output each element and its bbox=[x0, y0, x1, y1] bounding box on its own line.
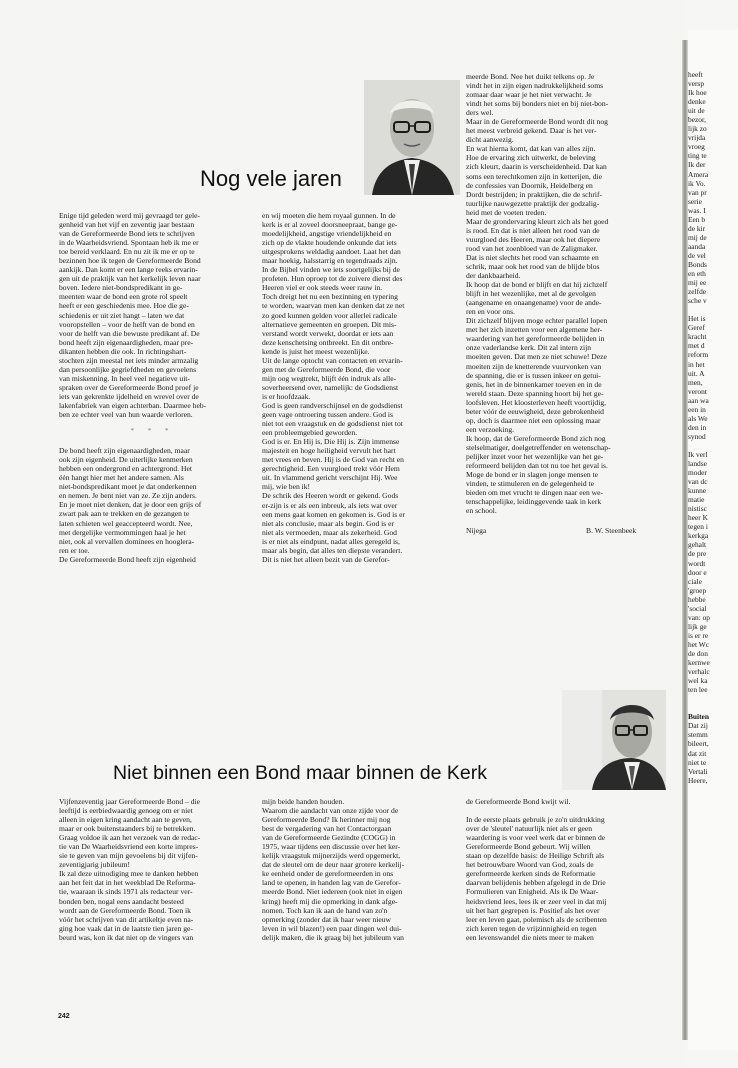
text-line: God is geen randverschijnsel en de godsdienst bbox=[262, 400, 403, 410]
text-line: het Wc bbox=[688, 639, 709, 649]
text-line: blijft in het wezenlijke, met al de gevolgen bbox=[466, 289, 596, 299]
article-title-niet-binnen-een-bond: Niet binnen een Bond maar binnen de Kerk bbox=[113, 762, 488, 784]
text-line: zwart pak aan te trekken en de gezangen te bbox=[59, 509, 190, 519]
text-line: dicht aanwezig. bbox=[466, 135, 514, 145]
text-line: opmerking (zonder dat ik haar weer nieuw bbox=[262, 914, 392, 924]
text-line: 'groep bbox=[688, 585, 707, 595]
text-line: vrijda bbox=[688, 133, 706, 143]
text-line: Een b bbox=[688, 214, 706, 224]
author-photo-article2 bbox=[562, 690, 666, 790]
text-line: met vrees en beven. Hij is de God van recht en bbox=[262, 455, 404, 465]
text-line: ik Vo. bbox=[688, 178, 706, 188]
text-line: lijk zo bbox=[688, 124, 707, 134]
text-line: 1975, waar tijdens een discussie over het ker- bbox=[262, 842, 401, 852]
text-line: Buiten bbox=[688, 712, 709, 722]
text-line: is er hoofdzaak. bbox=[262, 391, 311, 401]
text-line: toe bereid verklaard. En nu zit ik me er op te bbox=[59, 247, 195, 257]
text-line: bezinnen hoe ik tegen de Gereformeerde Bond bbox=[59, 256, 201, 266]
text-line: genheid van het vijf en zeventig jaar bestaan bbox=[59, 220, 195, 230]
text-line: Dordt bestrijden; in praktijken, die de schrif- bbox=[466, 189, 603, 199]
text-line: Heere, bbox=[688, 775, 708, 785]
text-line: de kir bbox=[688, 223, 706, 233]
text-line: met dergelijke vermommingen haal je het bbox=[59, 527, 186, 537]
text-line: delijk maken, die ik graag bij het jubileum van bbox=[262, 932, 404, 942]
text-line: mij ee bbox=[688, 278, 707, 288]
text-line: te worden, waarvan men kan denken dat ze net bbox=[262, 301, 405, 311]
text-line: zomaar daar waar je het niet verwacht. Je bbox=[466, 90, 592, 100]
text-line: meerde Bond. Nee het duikt telkens op. Je bbox=[466, 72, 595, 81]
text-line: zeventigjarig jubileum! bbox=[59, 860, 131, 870]
text-line: bezor, bbox=[688, 115, 706, 125]
text-line: zich kleurt, daarin is verscheidenheid. Dat kan bbox=[466, 162, 607, 172]
text-line: nistisc bbox=[688, 504, 707, 514]
text-line bbox=[466, 806, 656, 815]
text-line: van dc bbox=[688, 477, 708, 487]
text-line: zo goed kunnen gelden voor allerlei radicale bbox=[262, 310, 397, 320]
text-line: De schrik des Heeren wordt er gekend. Gods bbox=[262, 491, 399, 501]
text-line: stelselmatiger, doelgetreffender en wetenschap- bbox=[466, 442, 611, 452]
text-line: Geref bbox=[688, 323, 705, 333]
text-line: maar als begin, dat alles ten diepste verandert. bbox=[262, 545, 403, 555]
text-line: ook zijn eigenheid. De uiterlijke kenmerken bbox=[59, 455, 193, 465]
text-line: waardering is voor veel werk dat er binnen de bbox=[466, 833, 606, 843]
text-line: uit. In vlammend gericht verschijnt Hij. Wee bbox=[262, 473, 398, 483]
text-line bbox=[688, 694, 738, 703]
text-line: dat de sleutel om de deur naar grotere kerkelij- bbox=[262, 860, 405, 870]
text-line: bileert, bbox=[688, 739, 709, 749]
text-line: rood van het zoenbloed van de Zaligmaker. bbox=[466, 243, 598, 253]
text-line: Hoe de ervaring zich uitwerkt, de beleving bbox=[466, 153, 596, 163]
text-line: kelijk vraagstuk mijnerzijds werd opgemerkt, bbox=[262, 851, 401, 861]
text-line: hebbe bbox=[688, 594, 706, 604]
text-line: Bonds bbox=[688, 259, 707, 269]
text-line: ten lee bbox=[688, 685, 708, 695]
text-line: (aangename en onaangename) voor de ande- bbox=[466, 298, 602, 308]
text-line: tie, waaraan ik sinds 1971 als redacteur ver- bbox=[59, 887, 193, 897]
text-line: een in bbox=[688, 404, 706, 414]
text-line: wordt bbox=[688, 558, 706, 568]
text-line: Moge de bond er in slagen jonge mensen te bbox=[466, 470, 599, 480]
text-line: der dankbaarheid. bbox=[466, 271, 521, 281]
author-photo-steenbeek bbox=[364, 80, 460, 195]
text-line: wel ka bbox=[688, 676, 708, 686]
article1-column-2 bbox=[262, 211, 450, 564]
text-line: soms een terechtkomen zijn in ketterijen, die bbox=[466, 171, 603, 181]
text-line: van pr bbox=[688, 187, 707, 197]
text-line: aan het feit dat in het weekblad De Reforma- bbox=[59, 878, 196, 888]
text-line: alleen in eigen kring aandacht aan te geven, bbox=[59, 815, 192, 825]
right-page-cropped bbox=[688, 30, 738, 1050]
text-line: nomen. Toch kan ik aan de hand van zo'n bbox=[262, 905, 388, 915]
text-line: Formulieren van Enigheid. Als ik De Waar- bbox=[466, 887, 599, 897]
text-line: heid met de voeten treden. bbox=[466, 207, 547, 217]
text-line: Enige tijd geleden werd mij gevraagd ter gele- bbox=[59, 211, 201, 220]
text-line: voor de helft van die bewuste predikant af. De bbox=[59, 328, 200, 338]
text-line bbox=[688, 703, 738, 712]
text-line: laten schieten wel geaccepteerd wordt. Nee, bbox=[59, 518, 193, 528]
text-line: niet tot een vraagstuk en de godsdienst niet tot bbox=[262, 419, 403, 429]
text-line: er-zijn is er als een inbreuk, als iets wat over bbox=[262, 500, 398, 510]
text-line: onze vaderlandse kerk. Dit zal intern zijn bbox=[466, 343, 592, 353]
text-line: niet als vermoeden, maar als zekerheid. God bbox=[262, 527, 397, 537]
text-line: moedelijkheid, angstige vriendelijkheid en bbox=[262, 229, 392, 239]
text-line: beurd was, kon ik dat niet op de vingers van bbox=[59, 932, 194, 942]
text-line: Vijfenzeventig jaar Gereformeerde Bond – die bbox=[59, 797, 201, 806]
text-line: synod bbox=[688, 431, 706, 441]
text-line: niet, ook al vervallen dominees en hooglera- bbox=[59, 536, 195, 546]
text-line: boven. Iedere niet-bondspredikant in ge- bbox=[59, 283, 183, 293]
text-line: genis, het in de binnenkamer toeven en in de bbox=[466, 379, 602, 389]
text-line: Uit de lange optocht van contacten en ervarin- bbox=[262, 355, 403, 365]
text-line: waardering van het gereformeerde belijden in bbox=[466, 334, 605, 344]
page-number: 242 bbox=[58, 1013, 70, 1020]
text-line: kunne bbox=[688, 486, 707, 496]
text-line: verstand wordt verwekt, doordat er iets aan bbox=[262, 328, 394, 338]
text-line: mijn oog wegtrekt, blijft één indruk als alle- bbox=[262, 373, 397, 383]
text-line: ke eenheid onder de gereformeerden in ons bbox=[262, 869, 394, 879]
text-line: serie bbox=[688, 196, 702, 206]
text-line: uit. A bbox=[688, 368, 705, 378]
text-line: kerk is er al zoveel doorsneepraat, bange ge- bbox=[262, 220, 398, 230]
text-line: kerkga bbox=[688, 531, 709, 541]
text-line: het meest verbreid gekend. Daar is het ver- bbox=[466, 126, 597, 136]
text-line: aanda bbox=[688, 241, 706, 251]
text-line: één hangt hier met het andere samen. Als bbox=[59, 473, 184, 483]
text-line: schiedenis er uit ziet hangt – laten we dat bbox=[59, 310, 185, 320]
text-line: een verzoeking. bbox=[466, 424, 515, 434]
text-line: deze kenschetsing ontbreekt. En dit ontbre- bbox=[262, 337, 394, 347]
author-signature: B. W. Steenbeek bbox=[586, 526, 637, 535]
text-line: Ik verl bbox=[688, 449, 708, 459]
text-line: in het bbox=[688, 359, 705, 369]
text-line: spraken over de Gereformeerde Bond proef je bbox=[59, 382, 199, 392]
text-line: een mens gaat komen en gekomen is. God is er bbox=[262, 509, 405, 519]
text-line: vuurgloed des Heeren, maar ook het diepere bbox=[466, 234, 601, 244]
text-line: kende is juist het meest wezenlijke. bbox=[262, 346, 370, 356]
text-line: zich keren tegen de vrijzinnigheid en tegen bbox=[466, 923, 597, 933]
text-line: tenschappelijke, leidinggevende taak in kerk bbox=[466, 497, 602, 507]
text-line: leeftijd is eerbiedwaardig genoeg om er niet bbox=[59, 806, 193, 816]
text-line: vinden, te stimuleren en de gelegenheid te bbox=[466, 479, 594, 489]
text-line: Graag voldoe ik aan het verzoek van de redac- bbox=[59, 833, 201, 843]
text-line: ren en voor ons. bbox=[466, 307, 515, 317]
text-line: lijk ge bbox=[688, 621, 707, 631]
text-line: alternatieve gemeenten en groepen. Dit mis- bbox=[262, 319, 397, 329]
text-line: Dat zij bbox=[688, 721, 708, 731]
text-line: mij de bbox=[688, 232, 707, 242]
text-line: reform bbox=[688, 350, 709, 360]
text-line: maar er ook buitenstaanders bij te betrekken. bbox=[59, 824, 196, 834]
text-line: En wat hierna komt, dat kan van alles zijn. bbox=[466, 144, 596, 154]
text-line: vindt het in zijn eigen nadrukkelijkheid soms bbox=[466, 81, 604, 91]
text-line: zelfde bbox=[688, 287, 707, 297]
text-line: niet te bbox=[688, 757, 707, 767]
text-line: soverheersend over, namelijk: de Godsdienst bbox=[262, 382, 399, 392]
text-line: kernwe bbox=[688, 658, 710, 668]
text-line: en wij moeten die hem royaal gunnen. In de bbox=[262, 211, 396, 220]
text-line: majesteit en hoge heiligheid vervult het hart bbox=[262, 446, 396, 456]
text-line: lakenfabriek van eigen achterban. Daarmee heb- bbox=[59, 400, 207, 410]
text-line: De bond heeft zijn eigenaardigheden, maar bbox=[59, 446, 190, 456]
text-line: een probleemgebied geworden. bbox=[262, 428, 358, 438]
text-line: vindt het soms bij bonders niet en bij niet-bon- bbox=[466, 99, 609, 109]
text-line: ren er toe. bbox=[59, 545, 90, 555]
text-line: en eth bbox=[688, 269, 706, 279]
text-line: leven in wil blazen!) een paar dingen wel dui- bbox=[262, 923, 402, 933]
text-line: tie van De Waarheidsvriend een korte impres- bbox=[59, 842, 199, 852]
text-line: Toch dreigt het nu een bezinning en typering bbox=[262, 292, 398, 302]
text-line: daarvan belijdenis hebben afgelegd in de Drie bbox=[466, 878, 606, 888]
text-line: profeten. Hun oproep tot de zuivere dienst des bbox=[262, 274, 403, 284]
text-line: vooropstellen – voor de helft van de bond en bbox=[59, 319, 195, 329]
article1-column-3 bbox=[466, 72, 656, 515]
text-line: moeiten zijn de knetterende vuurvonken van bbox=[466, 361, 602, 371]
text-line: op, doch is daarmee niet een oplossing maar bbox=[466, 415, 601, 425]
text-line: iets van gekrenkte ijdelheid en wrevel over de bbox=[59, 391, 199, 401]
text-line: veront bbox=[688, 386, 707, 396]
text-line: En je moet niet denken, dat je door een grijs of bbox=[59, 500, 202, 510]
text-line: verhalc bbox=[688, 667, 710, 677]
text-line: Vertali bbox=[688, 766, 708, 776]
text-line: Amera bbox=[688, 169, 709, 179]
text-line: loofsleven. Het kloosterleven heeft voortijdig, bbox=[466, 397, 607, 407]
text-line: ciale bbox=[688, 576, 702, 586]
text-line: hebben een ondergrond en achtergrond. Het bbox=[59, 464, 192, 474]
article2-column-1 bbox=[59, 797, 246, 942]
text-line: tuurlijke nauwgezette praktijk der godzalig- bbox=[466, 198, 600, 208]
text-line: de don bbox=[688, 649, 708, 658]
text-line: Ik zal deze uitnodiging mee te danken hebben bbox=[59, 869, 199, 879]
text-line: zich op de vlakte houdende onkunde dat iets bbox=[262, 238, 397, 248]
text-line: is er niet als eindpunt, nadat alles geregeld is, bbox=[262, 536, 400, 546]
text-line: 'social bbox=[688, 603, 707, 613]
text-line: vroeg bbox=[688, 142, 705, 152]
text-line: Ik der bbox=[688, 160, 706, 170]
text-line: bond heeft zijn eigenaardigheden, maar pre- bbox=[59, 337, 194, 347]
text-line: mijn beide handen houden. bbox=[262, 797, 345, 806]
text-line: ben ze echter veel van hun waarde verloren. bbox=[59, 410, 193, 420]
text-line: den in bbox=[688, 422, 707, 432]
text-line: heidsvriend lees, lees ik er zeer veel in dat mij bbox=[466, 896, 607, 906]
text-line: gen uit de praktijk van het kerkelijk leven naar bbox=[59, 274, 201, 284]
text-line: gerechtigheid. Een vuurgloed trekt vóór Hem bbox=[262, 464, 400, 474]
text-line: gehalt bbox=[688, 540, 707, 550]
right-page-column bbox=[688, 70, 738, 785]
text-line: is rood. En dat is niet alleen het rood van de bbox=[466, 225, 600, 235]
text-line: In de Bijbel vinden we iets soortgelijks bij de bbox=[262, 265, 400, 275]
text-line: kracht bbox=[688, 332, 707, 342]
text-line: ders wel. bbox=[466, 108, 494, 118]
text-line: Ik hoe bbox=[688, 88, 707, 98]
text-line: meerde Bond. Niet iedereen (ook niet in eigen bbox=[262, 887, 403, 897]
text-line: van de Gereformeerde Bond iets te schrijven bbox=[59, 229, 195, 239]
text-line: Dat is niet slechts het rood van schaamte en bbox=[466, 252, 599, 262]
article1-column-1 bbox=[59, 211, 246, 564]
text-line: over de 'sleutel' natuurlijk niet als er geen bbox=[466, 824, 593, 834]
text-line: moeiten geven. Dat men ze niet schuwe! Deze bbox=[466, 352, 607, 362]
text-line: geen vage ontroering tussen andere. God is bbox=[262, 410, 393, 420]
text-line: pelijker inzet voor het wezenlijke van het ge- bbox=[466, 451, 604, 461]
text-line: heer K bbox=[688, 513, 708, 523]
text-line: reformeerd belijden dan tot nu toe het geval is. bbox=[466, 461, 608, 471]
text-line: beter vóór de eeuwigheid, deze gebrokenheid bbox=[466, 406, 604, 416]
text-line: kring) heeft mij die opmerking in dank afge- bbox=[262, 896, 398, 906]
text-line: ging hoe vaak dat in de laatste tien jaren ge- bbox=[59, 923, 193, 933]
text-line: ting te bbox=[688, 151, 707, 161]
text-line: was. I bbox=[688, 205, 706, 215]
text-line: uitgesprokens weldadig aandoet. Laat het dan bbox=[262, 247, 401, 257]
place-signature: Nijega bbox=[466, 526, 487, 535]
text-line: In de eerste plaats gebruik je zo'n uitdrukking bbox=[466, 815, 605, 825]
text-line: land te openen, in handen lag van de Gerefor- bbox=[262, 878, 401, 888]
text-line: denke bbox=[688, 97, 706, 107]
text-line bbox=[688, 305, 738, 314]
text-line: niet als conclusie, maar als begin. God is er bbox=[262, 518, 395, 528]
text-line: van: op bbox=[688, 612, 710, 622]
text-line: God is er. En Hij is, Die Hij is. Zijn immense bbox=[262, 437, 400, 447]
text-line: en nemen. Je bent niet van ze. Ze zijn anders. bbox=[59, 491, 197, 501]
text-line: Ik hoop dat de bond er blijft en dat hij zichzelf bbox=[466, 280, 608, 290]
text-line: landse bbox=[688, 459, 707, 469]
text-line: leer en leven gaat, polemisch als de scribenten bbox=[466, 914, 607, 924]
text-line: Dit is niet het alleen bezit van de Gerefor- bbox=[262, 554, 390, 564]
text-line: als We bbox=[688, 413, 708, 423]
text-line: sche v bbox=[688, 296, 707, 306]
text-line: de confessies van Doornik, Heidelberg en bbox=[466, 180, 593, 190]
text-line: Gereformeerde Bond gebeurt. Wij willen bbox=[466, 842, 591, 852]
text-line: aan wa bbox=[688, 395, 709, 405]
text-line bbox=[688, 441, 738, 450]
text-line: dikanten hebben die ook. In richtingshart- bbox=[59, 346, 187, 356]
text-line: Waarom die aandacht van onze zijde voor de bbox=[262, 806, 399, 816]
text-line: een levenswandel die niets meer te maken bbox=[466, 932, 594, 942]
text-line: door e bbox=[688, 567, 707, 577]
text-line: het betrouwbare Woord van God, zoals de bbox=[466, 860, 594, 870]
text-line: wereld staan. Deze spanning hoort bij het ge- bbox=[466, 388, 604, 398]
text-line: van de Gereformeerde Gezindte (COGG) in bbox=[262, 833, 396, 843]
text-line: uit de bbox=[688, 106, 705, 116]
text-line: aankijk. Dan komt er een lange reeks ervarin- bbox=[59, 265, 198, 275]
text-line: de Gereformeerde Bond kwijt wil. bbox=[466, 797, 571, 806]
text-line: met d bbox=[688, 341, 705, 351]
text-line: van miskenning. In heel veel negatieve uit- bbox=[59, 373, 190, 383]
text-line: de spanning, die er is tussen inkeer en getui- bbox=[466, 370, 601, 380]
text-line: gen met de Gereformeerde Bond, die voor bbox=[262, 364, 391, 374]
text-line: Gereformeerde Bond? Ik herinner mij nog bbox=[262, 815, 391, 825]
text-line: dan persoonlijke gegriefdheden en gevoelens bbox=[59, 364, 197, 374]
text-line: heeft bbox=[688, 70, 703, 79]
text-line: en school. bbox=[466, 506, 497, 516]
article-title-nog-vele-jaren: Nog vele jaren bbox=[200, 166, 342, 191]
text-line: met het zich inzetten voor een algemene her- bbox=[466, 325, 603, 335]
text-line: maar hoekig, halsstarrig en tegendraads zijn. bbox=[262, 256, 398, 266]
text-line: wordt aan de Gereformeerde Bond. Toen ik bbox=[59, 905, 191, 915]
text-line: men, bbox=[688, 377, 703, 387]
text-line: in de Waarheidsvriend. Spontaan heb ik me er bbox=[59, 238, 199, 248]
text-line: vóór het schrijven van dit artikeltje even na- bbox=[59, 914, 194, 924]
text-line: schrik, maar ook het rood van de blijde blos bbox=[466, 261, 600, 271]
text-line: niet-bondspredikant moet je dat onderkennen bbox=[59, 482, 197, 492]
text-line: best de vergadering van het Contactorgaan bbox=[262, 824, 392, 834]
text-line: Heeren viel er ook steeds weer rauw in. bbox=[262, 283, 383, 293]
text-line: de pre bbox=[688, 549, 707, 559]
section-divider-stars: * * * bbox=[130, 427, 175, 436]
text-line: stemm bbox=[688, 730, 708, 740]
text-line: staan op dezelfde basis: de Heilige Schrift als bbox=[466, 851, 605, 861]
text-line: gereformeerde kerken sinds de Reformatie bbox=[466, 869, 596, 879]
text-line: mij, wie ben ik! bbox=[262, 482, 311, 492]
text-line: bonden ben, nogal eens aandacht besteed bbox=[59, 896, 184, 906]
text-line: meenten waar de bond een grote rol speelt bbox=[59, 292, 188, 302]
text-line: dat zit bbox=[688, 748, 707, 758]
text-line: sie te geven van mijn gevoelens bij dit vijfen- bbox=[59, 851, 198, 861]
text-line: tegen i bbox=[688, 522, 708, 532]
text-line: is er re bbox=[688, 630, 709, 640]
text-line: Het is bbox=[688, 314, 706, 324]
text-line: stochten zijn meestal net iets minder armzalig bbox=[59, 355, 199, 365]
text-line: versp bbox=[688, 79, 705, 89]
text-line: moder bbox=[688, 468, 707, 478]
text-line: bieden om met vrucht te dingen naar een we- bbox=[466, 488, 604, 498]
text-line: matie bbox=[688, 495, 705, 505]
text-line: De Gereformeerde Bond heeft zijn eigenheid bbox=[59, 554, 196, 564]
text-line: uit het hart gegrepen is. Positief als het over bbox=[466, 905, 600, 915]
text-line: Ik hoop, dat de Gereformeerde Bond zich nog bbox=[466, 433, 606, 443]
text-line: Maar de grondervaring kleurt zich als het goed bbox=[466, 216, 609, 226]
text-line: Maar in de Gereformeerde Bond wordt dit nog bbox=[466, 117, 608, 127]
article2-column-2 bbox=[262, 797, 450, 942]
article2-column-3 bbox=[466, 797, 656, 942]
text-line: Dit zichzelf blijven moge echter parallel lopen bbox=[466, 316, 608, 326]
text-line: de vel bbox=[688, 250, 706, 260]
text-line: heeft er een geschiedenis mee. Hoe die ge- bbox=[59, 301, 189, 311]
